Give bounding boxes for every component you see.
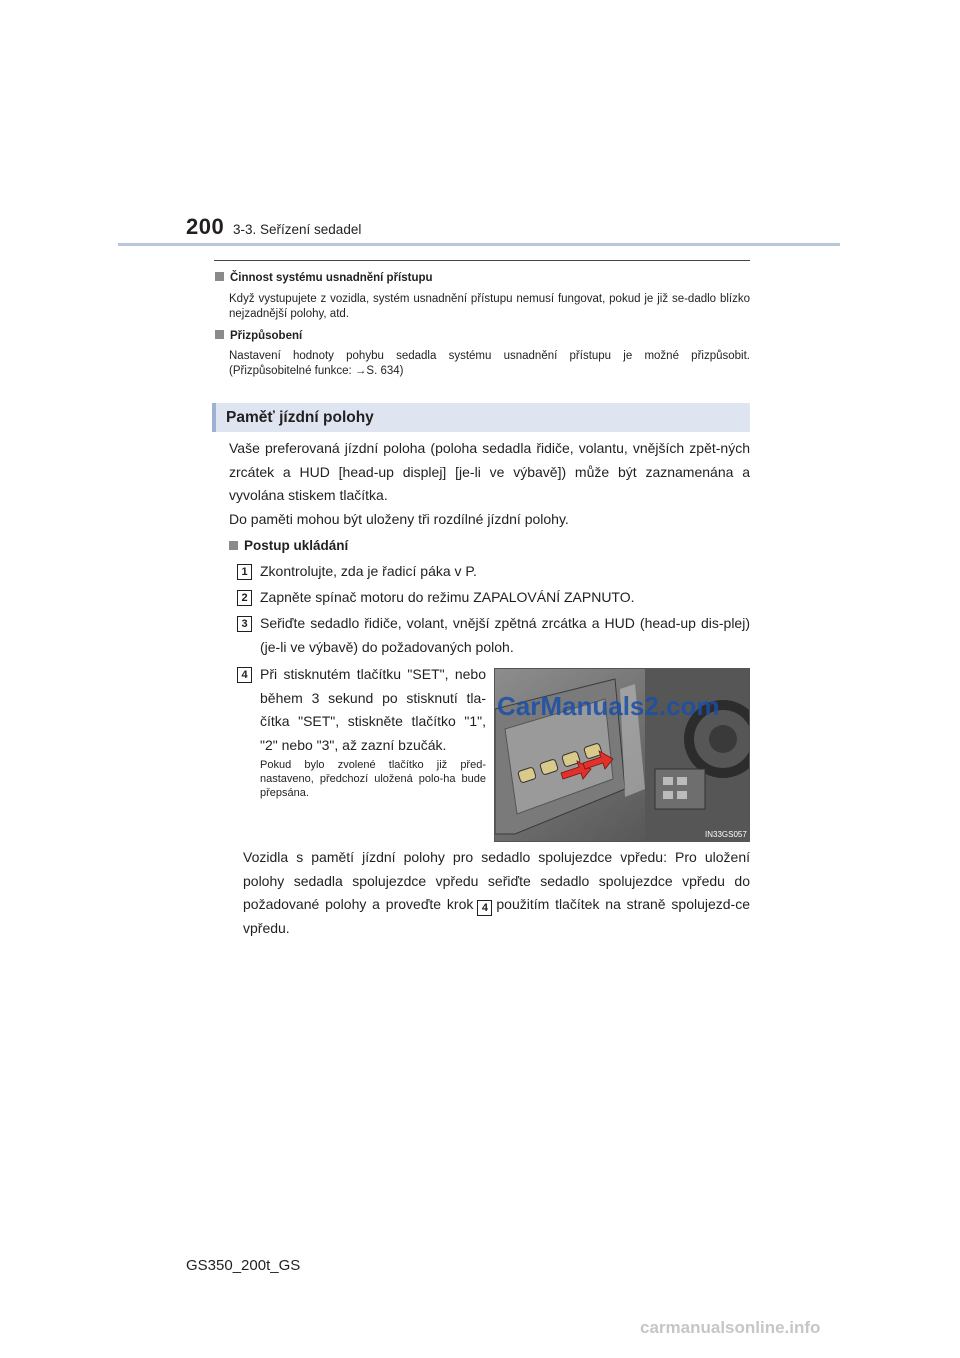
step-number-2: 2	[237, 590, 252, 606]
step-number-4: 4	[237, 667, 252, 683]
procedure-heading: Postup ukládání	[229, 534, 348, 558]
step-number-3: 3	[237, 616, 252, 632]
section-title: 3-3. Seřízení sedadel	[233, 222, 362, 237]
memory-intro: Vaše preferovaná jízdní poloha (poloha sedadla řidiče, volantu, vnějších zpět-ných zrcátek a HUD [head-up displej] [je-li ve výbavě]) může být zaznamenána a vyvolána stiskem tlačítka.	[229, 440, 750, 503]
step-3-text: Seřiďte sedadlo řidiče, volant, vnější zpětná zrcátka a HUD (head-up dis-plej) (je-li ve výbavě) do požadovaných poloh.	[260, 615, 750, 655]
step-4-note: Pokud bylo zvolené tlačítko již před-nastaveno, předchozí uložená polo-ha bude přepsána.	[260, 759, 486, 799]
access-text: Když vystupujete z vozidla, systém usnadnění přístupu nemusí fungovat, pokud je již se-dadlo blízko nejzadnější polohy, atd.	[229, 293, 750, 320]
watermark-text: CarManuals2.com	[497, 691, 720, 721]
footer-model: GS350_200t_GS	[186, 1257, 301, 1274]
step-number-1: 1	[237, 564, 252, 580]
custom-text: Nastavení hodnoty pohybu sedadla systému usnadnění přístupu je možné přizpůsobit. (Přizpůsobitelné funkce: →S. 634)	[229, 350, 750, 377]
step-2-text: Zapněte spínač motoru do režimu ZAPALOVÁNÍ ZAPNUTO.	[260, 589, 635, 605]
square-bullet-icon	[215, 330, 224, 339]
step-4-text: Při stisknutém tlačítku "SET", nebo během 3 sekund po stisknutí tla-čítka "SET", stiskněte tlačítko "1", "2" nebo "3", až zazní bzučák.	[260, 666, 486, 753]
illustration-code: IN33GS057	[705, 830, 747, 839]
seat-memory-buttons-illustration	[494, 668, 750, 842]
custom-heading: Přizpůsobení	[215, 330, 302, 342]
step-ref-4: 4	[477, 900, 492, 916]
access-heading: Činnost systému usnadnění přístupu	[215, 272, 433, 284]
content-top-rule	[214, 260, 750, 261]
step-1-text: Zkontrolujte, zda je řadicí páka v P.	[260, 563, 477, 579]
footer-site[interactable]: carmanualsonline.info	[640, 1318, 821, 1337]
memory-count-note: Do paměti mohou být uloženy tři rozdílné jízdní polohy.	[229, 511, 569, 527]
page-number: 200	[186, 214, 225, 239]
square-bullet-icon	[229, 541, 238, 550]
memory-section-heading: Paměť jízdní polohy	[212, 403, 750, 432]
door-panel-illustration	[495, 669, 749, 841]
square-bullet-icon	[215, 272, 224, 281]
passenger-note: Vozidla s pamětí jízdní polohy pro sedadlo spolujezdce vpředu: Pro uložení polohy sedadla spolujezdce vpředu seřiďte sedadlo spolujezdce vpředu do požadované polohy a proveďte krok 4 použitím tlačítek na straně spolujezd-ce vpředu.	[243, 849, 751, 936]
header-rule	[118, 243, 840, 246]
